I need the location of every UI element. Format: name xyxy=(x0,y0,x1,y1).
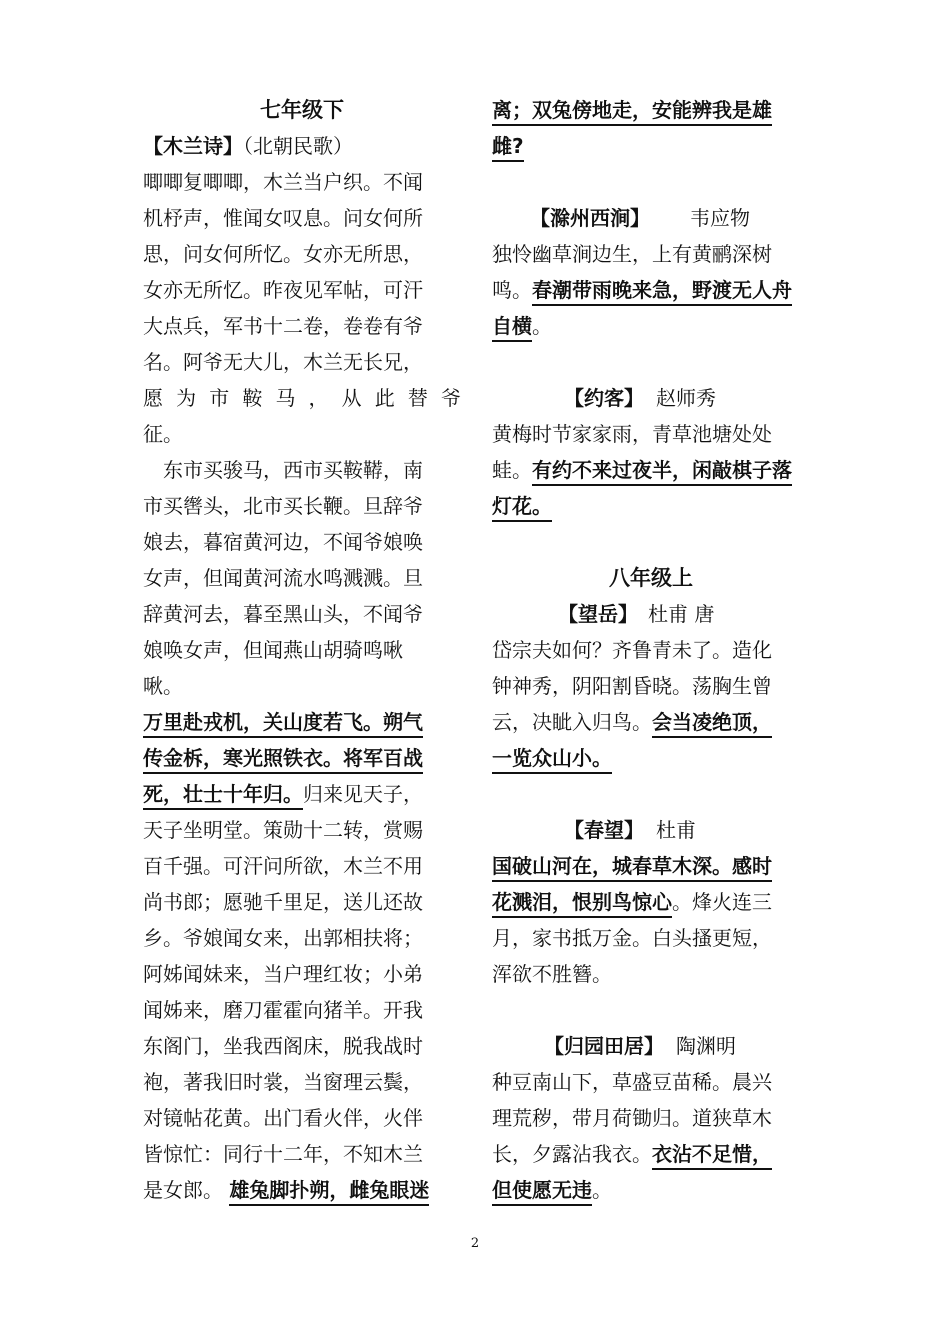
poem-author: （北朝民歌） xyxy=(243,134,353,158)
highlighted-verse: 万里赴戎机，关山度若飞。朔气 xyxy=(143,710,423,738)
poem-title-chunwang xyxy=(492,812,810,848)
poem-text: 。烽火连三 xyxy=(672,890,772,914)
highlighted-verse: 雄兔脚扑朔，雌兔眼迷 xyxy=(229,1178,429,1206)
highlighted-verse: 传金柝，寒光照铁衣。将军百战 xyxy=(143,746,423,774)
poem-title: 【滁州西涧】 xyxy=(530,206,650,230)
poem-title: 【春望】 xyxy=(564,818,644,842)
poem-title-guiyuan xyxy=(492,1028,810,1064)
poem-line-highlight xyxy=(492,92,810,128)
poem-line: 啾。 xyxy=(143,674,183,698)
poem-title: 【望岳】 xyxy=(558,602,638,626)
poem-author: 陶渊明 xyxy=(676,1034,736,1058)
highlighted-verse: 一览众山小。 xyxy=(492,746,612,774)
poem-line: 月，家书抵万金。白头搔更短， xyxy=(492,926,772,950)
poem-line: 种豆南山下，草盛豆苗稀。晨兴 xyxy=(492,1070,772,1094)
poem-line: 天子坐明堂。策勋十二转，赏赐 xyxy=(143,818,423,842)
poem-author: 杜甫 xyxy=(656,818,696,842)
spacer xyxy=(492,992,810,1028)
spacer xyxy=(492,524,810,560)
poem-title: 【木兰诗】 xyxy=(143,134,243,158)
poem-line: 袍，著我旧时裳，当窗理云鬓， xyxy=(143,1070,423,1094)
poem-line: 对镜帖花黄。出门看火伴，火伴 xyxy=(143,1106,423,1130)
poem-line: 市买辔头，北市买长鞭。旦辞爷 xyxy=(143,494,423,518)
poem-line xyxy=(143,1172,461,1208)
poem-line: 百千强。可汗问所欲，木兰不用 xyxy=(143,854,423,878)
poem-line: 女声，但闻黄河流水鸣溅溅。旦 xyxy=(143,566,423,590)
highlighted-verse: 衣沾不足惜， xyxy=(652,1142,772,1170)
poem-line: 娘去，暮宿黄河边，不闻爷娘唤 xyxy=(143,530,423,554)
poem-line xyxy=(492,272,810,308)
poem-line: 阿姊闻妹来，当户理红妆；小弟 xyxy=(143,962,423,986)
poem-line-highlight xyxy=(143,740,461,776)
poem-line: 征。 xyxy=(143,422,183,446)
poem-line: 浑欲不胜簪。 xyxy=(492,962,612,986)
highlighted-verse: 自横 xyxy=(492,314,532,342)
poem-line xyxy=(492,848,810,884)
poem-line xyxy=(492,488,810,524)
poem-text: 。 xyxy=(592,1178,612,1202)
poem-line xyxy=(492,1172,810,1208)
poem-text: 长，夕露沾我衣。 xyxy=(492,1142,652,1166)
highlighted-verse: 离；双兔傍地走，安能辨我是雄 xyxy=(492,98,772,126)
grade-heading-8a: 八年级上 xyxy=(609,566,693,590)
poem-line-highlight xyxy=(143,776,461,812)
poem-author: 杜甫 唐 xyxy=(648,602,715,626)
poem-line: 名。阿爷无大儿，木兰无长兄， xyxy=(143,350,423,374)
poem-title-mulan xyxy=(143,128,461,164)
highlighted-verse: 雌? xyxy=(492,134,524,162)
poem-line: 愿为市鞍马，从此替爷 xyxy=(143,386,461,410)
poem-line: 黄梅时节家家雨，青草池塘处处 xyxy=(492,422,772,446)
poem-line: 唧唧复唧唧，木兰当户织。不闻 xyxy=(143,170,423,194)
poem-line xyxy=(492,452,810,488)
poem-title: 【归园田居】 xyxy=(544,1034,664,1058)
poem-author: 韦应物 xyxy=(690,206,750,230)
poem-title-yueke xyxy=(492,380,810,416)
poem-line: 岱宗夫如何？齐鲁青未了。造化 xyxy=(492,638,772,662)
poem-line xyxy=(492,1136,810,1172)
poem-text: 蛙。 xyxy=(492,458,532,482)
spacer xyxy=(492,344,810,380)
poem-line: 机杼声，惟闻女叹息。问女何所 xyxy=(143,206,423,230)
highlighted-verse: 灯花。 xyxy=(492,494,552,522)
left-column xyxy=(143,92,461,1208)
poem-line xyxy=(492,740,810,776)
poem-line: 尚书郎；愿驰千里足，送儿还故 xyxy=(143,890,423,914)
poem-line: 钟神秀，阴阳割昏晓。荡胸生曾 xyxy=(492,674,772,698)
poem-line: 大点兵，军书十二卷，卷卷有爷 xyxy=(143,314,423,338)
highlighted-verse: 国破山河在，城春草木深。感时 xyxy=(492,854,772,882)
poem-line: 乡。爷娘闻女来，出郭相扶将； xyxy=(143,926,423,950)
poem-author: 赵师秀 xyxy=(656,386,716,410)
poem-line: 皆惊忙：同行十二年，不知木兰 xyxy=(143,1142,423,1166)
highlighted-verse: 春潮带雨晚来急，野渡无人舟 xyxy=(532,278,792,306)
poem-line: 东阁门，坐我西阁床，脱我战时 xyxy=(143,1034,423,1058)
grade-heading-7b: 七年级下 xyxy=(260,98,344,122)
poem-title-chuzhou xyxy=(492,200,810,236)
poem-line-highlight xyxy=(492,128,810,164)
highlighted-verse: 花溅泪，恨别鸟惊心 xyxy=(492,890,672,918)
highlighted-verse: 死，壮士十年归。 xyxy=(143,782,303,810)
poem-text: 云，决眦入归鸟。 xyxy=(492,710,652,734)
highlighted-verse: 会当凌绝顶， xyxy=(652,710,772,738)
highlighted-verse: 有约不来过夜半，闲敲棋子落 xyxy=(532,458,792,486)
poem-line: 辞黄河去，暮至黑山头，不闻爷 xyxy=(143,602,423,626)
poem-line: 娘唤女声，但闻燕山胡骑鸣啾 xyxy=(143,638,403,662)
poem-line xyxy=(492,308,810,344)
poem-title-wangyue xyxy=(492,596,810,632)
poem-text: 是女郎。 xyxy=(143,1178,223,1202)
poem-line: 思，问女何所忆。女亦无所思， xyxy=(143,242,423,266)
poem-line: 理荒秽，带月荷锄归。道狭草木 xyxy=(492,1106,772,1130)
poem-title: 【约客】 xyxy=(564,386,644,410)
poem-line xyxy=(492,704,810,740)
spacer xyxy=(492,164,810,200)
poem-line: 东市买骏马，西市买鞍鞯，南 xyxy=(143,458,423,482)
poem-line: 闻姊来，磨刀霍霍向猪羊。开我 xyxy=(143,998,423,1022)
poem-line: 女亦无所忆。昨夜见军帖，可汗 xyxy=(143,278,423,302)
page-number: 2 xyxy=(470,1236,480,1251)
poem-text: 鸣。 xyxy=(492,278,532,302)
poem-line xyxy=(492,884,810,920)
right-column xyxy=(492,92,810,1208)
poem-line-highlight xyxy=(143,704,461,740)
highlighted-verse: 但使愿无违 xyxy=(492,1178,592,1206)
spacer xyxy=(492,776,810,812)
poem-line: 独怜幽草涧边生，上有黄鹂深树 xyxy=(492,242,772,266)
poem-text: 归来见天子， xyxy=(303,782,423,806)
poem-text: 。 xyxy=(532,314,552,338)
